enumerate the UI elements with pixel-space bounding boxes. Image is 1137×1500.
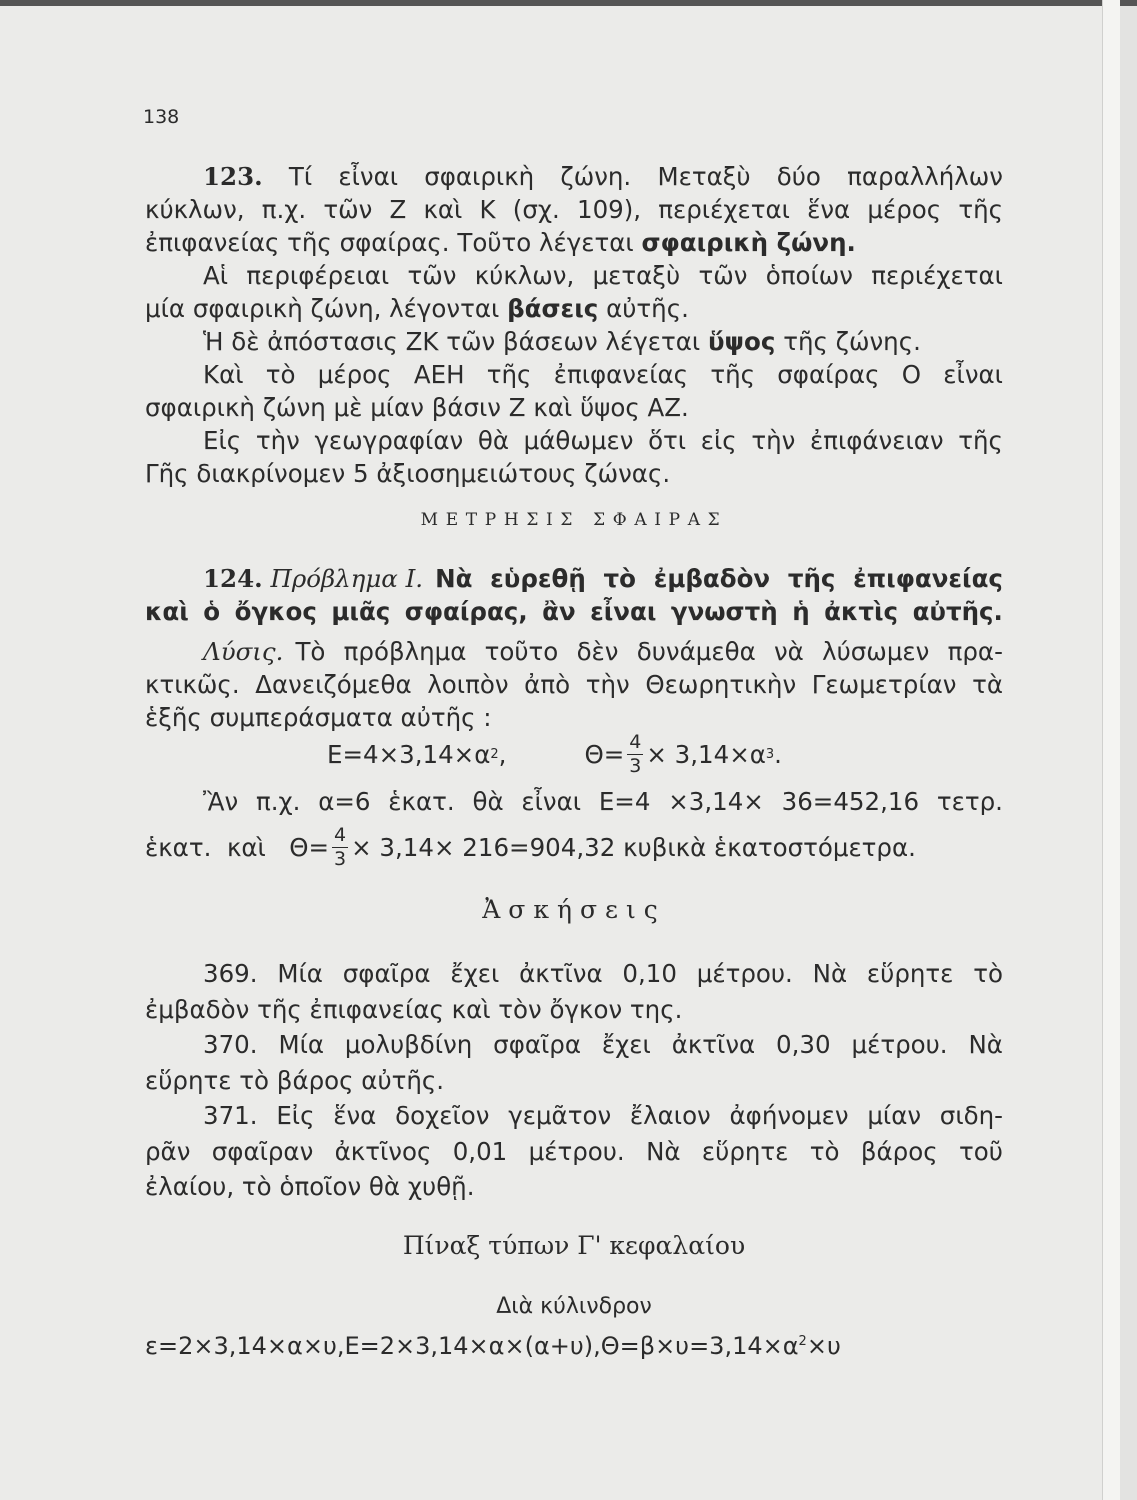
s124-line-2 (145, 596, 1003, 628)
word: εὑρεθῇ (490, 564, 586, 593)
word: Τὸ (295, 637, 326, 666)
word: ἔλαιον (629, 1101, 711, 1130)
word: αὐτῆς. (912, 597, 1003, 626)
word: τῶν (407, 261, 457, 290)
formula-area-volume: Ε=4×3,14×α 2 , Θ= $\frac{4}{3}$ × 3,14×α 3 . (327, 731, 782, 777)
word: 109), (576, 195, 642, 224)
word: πρα- (947, 637, 1003, 666)
word: Εἰς (276, 1101, 315, 1130)
exercise-371-line-3: ἐλαίου, τὸ ὁποῖον θὰ χυθῇ. (145, 1172, 475, 1201)
word: 0,01 (452, 1137, 508, 1166)
word: ρᾶν (145, 1137, 191, 1166)
word: Θεωρητικὴν (645, 670, 797, 699)
word: ×3,14× (668, 787, 764, 816)
word: ἑκατ. (388, 787, 455, 816)
word: ἀπὸ (524, 670, 571, 699)
word: τὸ (809, 1137, 840, 1166)
term-bases: βάσεις (507, 294, 599, 323)
word: Νὰ (812, 959, 848, 988)
word: ἂν (542, 597, 576, 626)
cylinder-heading: Διὰ κύλινδρον (496, 1294, 652, 1319)
word: Μία (278, 1030, 325, 1059)
word: μάθωμεν (523, 426, 634, 455)
word: εὕρητε (866, 959, 954, 988)
word: δὲν (576, 637, 619, 666)
word: πρόβλημα (343, 637, 467, 666)
word: Νὰ (968, 1030, 1003, 1059)
word: τῆς (787, 564, 836, 593)
scan-top-border (0, 0, 1137, 6)
word: Ζ (389, 195, 407, 224)
word: Καὶ (203, 360, 244, 389)
word: Γεωμετρίαν (811, 670, 957, 699)
word: ἀκτῖνα (671, 1030, 756, 1059)
word: περιέχεται (871, 261, 1003, 290)
word: ἔχει (450, 959, 500, 988)
word: τὴν (585, 670, 630, 699)
exercise-371-line-2 (145, 1136, 1003, 1168)
word: τῆς (710, 360, 755, 389)
word: τῶν (323, 195, 373, 224)
s124-example-line (203, 786, 1003, 818)
word: τὸ (265, 360, 296, 389)
word: 370. (203, 1030, 258, 1059)
word: ὄγκος (234, 597, 317, 626)
word: μίαν (867, 1101, 922, 1130)
word: γεμᾶτον (508, 1101, 612, 1130)
exercise-370-line-2: εὕρητε τὸ βάρος αὐτῆς. (145, 1066, 445, 1095)
word: θὰ (472, 787, 504, 816)
word: τὰ (972, 670, 1003, 699)
word: μέτρου. (851, 1030, 948, 1059)
exercise-369-line-2: ἐμβαδὸν τῆς ἐπιφανείας καὶ τὸν ὄγκον της. (145, 995, 683, 1024)
word: μεταξὺ (592, 261, 681, 290)
s124-example-volume: ἑκατ. καὶ Θ= $\frac{4}{3}$ × 3,14× 216=904,32 κυβικὰ ἑκατοστόμετρα. (145, 823, 916, 870)
problem-statement-1 (435, 563, 1003, 595)
problem-label: Πρόβλημα Ι. (270, 564, 424, 593)
word: σιδη- (939, 1101, 1003, 1130)
word: δύο (776, 162, 821, 191)
word: εἶναι (338, 162, 399, 191)
word: Νὰ (435, 564, 473, 593)
word: 36=452,16 (781, 787, 920, 816)
term-height: ὕψος (708, 327, 776, 356)
word: εἰς (700, 426, 737, 455)
word: Ο (901, 360, 922, 389)
exercise-369-line-1 (203, 958, 1003, 990)
formula-table-title: Πίναξ τύπων Γ' κεφαλαίου (402, 1231, 746, 1260)
word: ἐπιφανείας (553, 360, 689, 389)
word: τῆς (958, 195, 1003, 224)
word: τοῦτο (484, 637, 559, 666)
fraction-4-3: $\frac{4}{3}$ (629, 731, 642, 777)
s123-line-6: Ἡ δὲ ἀπόστασις ΖΚ τῶν βάσεων λέγεται ὕψος τῆς ζώνης. (203, 327, 921, 356)
word: κύκλων, (474, 261, 575, 290)
page-number: 138 (143, 106, 180, 128)
word: σφαῖρα (342, 959, 431, 988)
word: ὅτι (648, 426, 687, 455)
s123-line-3: ἐπιφανείας τῆς σφαίρας. Τοῦτο λέγεται σφαιρικὴ ζώνη. (145, 228, 856, 257)
word: παραλλήλων (847, 162, 1003, 191)
word: ΑΕΗ (413, 360, 465, 389)
word: ὁ (203, 597, 221, 626)
word: τῶν (698, 261, 748, 290)
word: ἕνα (333, 1101, 377, 1130)
word: ἐπιφανείας (853, 564, 1003, 593)
word: κτικῶς. (145, 670, 240, 699)
word: ὁποίων (765, 261, 853, 290)
term-spherical-zone: σφαιρικὴ ζώνη. (641, 228, 856, 257)
word: 0,10 (622, 959, 677, 988)
section-title: ΜΕΤΡΗΣΙΣ ΣΦΑΙΡΑΣ (420, 510, 728, 530)
word: Αἱ (203, 261, 229, 290)
word: Νὰ (646, 1137, 681, 1166)
solution-label: Λύσις. (203, 637, 284, 666)
word: γεωγραφίαν (314, 426, 464, 455)
word: δοχεῖον (395, 1101, 490, 1130)
word: περιφέρειαι (246, 261, 390, 290)
word: ἀφήνομεν (729, 1101, 849, 1130)
s123-line-2 (145, 194, 1003, 226)
word: τῆς (486, 360, 532, 389)
word: Κ (479, 195, 496, 224)
word: εἶναι (521, 787, 582, 816)
word: π.χ. (261, 195, 307, 224)
word: μέρος (317, 360, 392, 389)
s123-line-1 (203, 161, 1003, 193)
word: 371. (203, 1101, 258, 1130)
word: σφαίρας, (404, 597, 528, 626)
word: τὸ (973, 959, 1003, 988)
word: μολυβδίνη (344, 1030, 473, 1059)
word: Τί (288, 162, 313, 191)
word: τοῦ (958, 1137, 1003, 1166)
word: τὴν (255, 426, 300, 455)
word: βάρος (860, 1137, 938, 1166)
word: τετρ. (936, 787, 1003, 816)
word: ἡ (792, 597, 810, 626)
word: α=6 (318, 787, 371, 816)
word: εἶναι (590, 597, 657, 626)
s123-line-4 (203, 260, 1003, 292)
word: εὕρητε (701, 1137, 789, 1166)
word: Ε=4 (598, 787, 651, 816)
word: ἕνα (807, 195, 851, 224)
word: λύσωμεν (822, 637, 930, 666)
word: εἶναι (943, 360, 1003, 389)
word: ἀκτῖνος (334, 1137, 432, 1166)
s123-line-8: σφαιρικὴ ζώνη μὲ μίαν βάσιν Ζ καὶ ὕψος ΑΖ. (145, 393, 689, 422)
word: Μεταξὺ (657, 162, 751, 191)
word: λοιπὸν (427, 670, 509, 699)
s124-line-4 (145, 669, 1003, 701)
exercises-title: Ἀσκήσεις (482, 895, 666, 924)
word: ἀκτῖνα (519, 959, 603, 988)
word: 369. (203, 959, 258, 988)
word: γνωστὴ (670, 597, 778, 626)
word: περιέχεται (658, 195, 790, 224)
word: Μία (277, 959, 323, 988)
word: νὰ (774, 637, 804, 666)
word: Ἂν (203, 787, 239, 816)
word: σφαῖραν (211, 1137, 314, 1166)
word: Δανειζόμεθα (255, 670, 412, 699)
word: μέτρου. (528, 1137, 625, 1166)
s124-line-5: ἑξῆς συμπεράσματα αὐτῆς : (145, 703, 492, 732)
word: 0,30 (776, 1030, 831, 1059)
word: σφαιρικὴ (424, 162, 535, 191)
word: τὴν (751, 426, 796, 455)
word: τὸ (603, 564, 636, 593)
word: ἔχει (601, 1030, 651, 1059)
s123-line-10: Γῆς διακρίνομεν 5 ἀξιοσημειώτους ζώνας. (145, 459, 671, 488)
word: ζώνη. (560, 162, 632, 191)
word: σφαῖρα (493, 1030, 582, 1059)
fraction-4-3-b: $\frac{4}{3}$ (334, 823, 347, 870)
word: Εἰς (203, 426, 242, 455)
s123-line-9 (203, 425, 1003, 457)
s123-line-5: μία σφαιρικὴ ζώνη, λέγονται βάσεις αὐτῆς. (145, 294, 689, 323)
word: 123. (203, 162, 263, 191)
word: καὶ (423, 195, 463, 224)
cylinder-formulas: $\varepsilon=2\times 3,14\times\alpha\times\upsilon,E=2\times 3,14\times\alpha\times(\alpha+\upsilon),\Theta=\beta\times\upsilon=3,14\times\alpha^2\times\upsilon$ (145, 1332, 841, 1360)
s124-line-1: 124. Πρόβλημα Ι. Νὰ εὑρεθῇ τὸ ἐμβαδὸν τῆς ἐπιφανείας (203, 564, 1003, 593)
word: τῆς (958, 426, 1003, 455)
word: (σχ. (512, 195, 560, 224)
word: ἐμβαδὸν (653, 564, 771, 593)
word: ἀκτὶς (824, 597, 899, 626)
s124-line-3 (203, 636, 1003, 668)
page-edge (1102, 0, 1120, 1500)
word: καὶ (145, 597, 189, 626)
word: ἐπιφάνειαν (809, 426, 944, 455)
word: κύκλων, (145, 195, 245, 224)
s123-line-7 (203, 359, 1003, 391)
word: π.χ. (255, 787, 301, 816)
exercise-370-line-1 (203, 1029, 1003, 1061)
exercise-371-line-1 (203, 1100, 1003, 1132)
word: θὰ (477, 426, 509, 455)
word: μέτρου. (696, 959, 793, 988)
word: σφαίρας (777, 360, 880, 389)
word: μέρος (867, 195, 942, 224)
word: μιᾶς (331, 597, 391, 626)
word: δυνάμεθα (636, 637, 756, 666)
